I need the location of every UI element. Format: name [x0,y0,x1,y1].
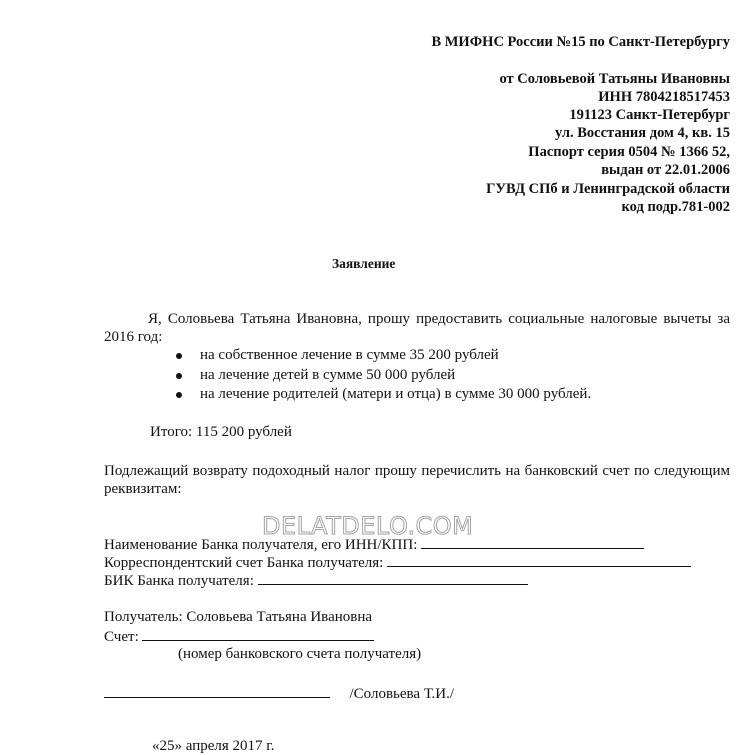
signature-row [104,684,454,703]
corr-account-blank[interactable] [387,553,691,567]
account-row [104,627,374,646]
applicant-postcode-city: 191123 Санкт-Петербург [569,107,730,123]
bullet-icon [176,392,182,398]
signature-name: /Соловьева Т.И./ [349,686,454,702]
passport-issuer: ГУВД СПб и Ленинградской области [486,181,730,197]
account-blank[interactable] [142,627,374,641]
total-amount: Итого: 115 200 рублей [150,424,292,440]
site-watermark: DELATDELO.COM [262,512,474,540]
applicant-inn: ИНН 7804218517453 [598,89,730,105]
bik-blank[interactable] [258,571,528,585]
deduction-children-treatment: на лечение детей в сумме 50 000 рублей [200,366,456,383]
bank-name-row [104,535,644,554]
intro-text: Я, Соловьева Татьяна Ивановна, прошу предоставить социальные налоговые вычеты за 2016 год: [104,311,730,345]
recipient-tax-office: В МИФНС России №15 по Санкт-Петербургу [431,34,730,50]
bullet-icon [176,373,182,379]
deductions-list [176,346,591,405]
list-item [176,366,591,386]
passport-issue-date: выдан от 22.01.2006 [601,162,730,178]
bik-label: БИК Банка получателя: [104,573,254,589]
applicant-passport: Паспорт серия 0504 № 1366 52, [528,144,730,160]
bik-row [104,571,528,590]
signature-blank[interactable] [104,684,330,698]
recipient-line: Получатель: Соловьева Татьяна Ивановна [104,609,373,625]
bullet-icon [176,353,182,359]
bank-name-blank[interactable] [421,535,644,549]
passport-division-code: код подр.781-002 [621,199,730,215]
deduction-parents-treatment: на лечение родителей (матери и отца) в сумме 30 000 рублей. [200,386,592,402]
deduction-own-treatment: на собственное лечение в сумме 35 200 рублей [200,347,499,363]
list-item [176,385,591,405]
refund-request-paragraph: Подлежащий возврату подоходный налог прошу перечислить на банковский счет по следующим реквизитам: [104,463,730,497]
corr-account-label: Корреспондентский счет Банка получателя: [104,555,384,571]
document-title: Заявление [332,256,396,271]
corr-account-row [104,553,691,572]
applicant-name: от Соловьевой Татьяны Ивановны [499,71,730,87]
account-label: Счет: [104,629,139,645]
bank-name-label: Наименование Банка получателя, его ИНН/КПП: [104,537,418,553]
list-item [176,346,591,366]
account-hint: (номер банковского счета получателя) [178,646,422,662]
intro-paragraph [104,310,730,346]
applicant-street: ул. Восстания дом 4, кв. 15 [554,125,730,141]
application-date: «25» апреля 2017 г. [152,738,275,754]
